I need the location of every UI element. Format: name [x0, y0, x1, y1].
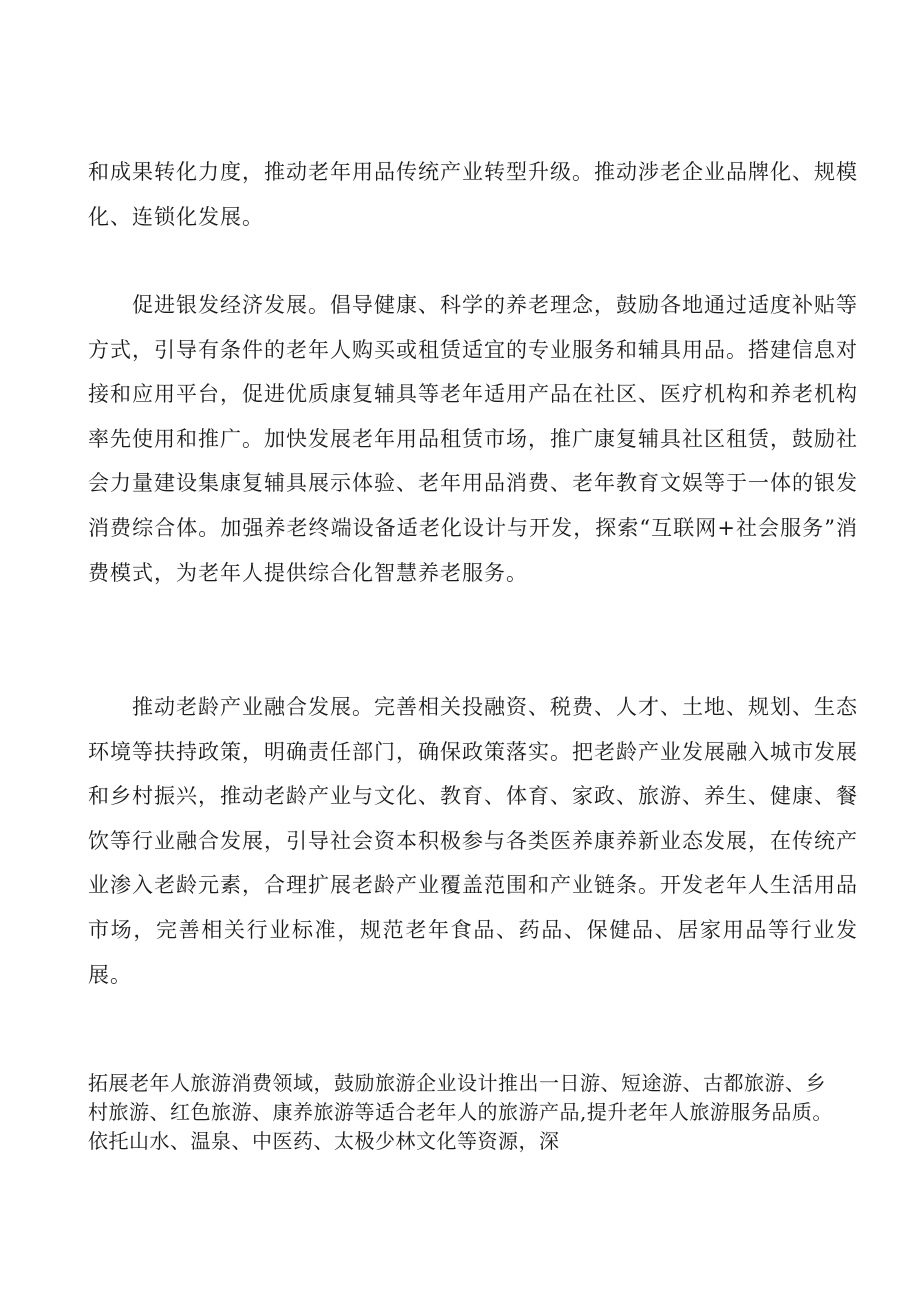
paragraph-product-transformation: 和成果转化力度，推动老年用品传统产业转型升级。推动涉老企业品牌化、规模化、连锁化发展。 — [88, 160, 858, 229]
paragraph-industry-integration: 推动老龄产业融合发展。完善相关投融资、税费、人才、土地、规划、生态环境等扶持政策，明确责任部门，确保政策落实。把老龄产业发展融入城市发展和乡村振兴，推动老龄产业与文化、教育、体育、家政、旅游、养生、健康、餐饮等行业融合发展，引导社会资本积极参与各类医养康养新业态发展，在传统产业渗入老龄元素，合理扩展老龄产业覆盖范围和产业链条。开发老年人生活用品市场，完善相关行业标准，规范老年食品、药品、保健品、居家用品等行业发展。 — [88, 695, 858, 987]
paragraph-silver-economy: 促进银发经济发展。倡导健康、科学的养老理念，鼓励各地通过适度补贴等方式，引导有条件的老年人购买或租赁适宜的专业服务和辅具用品。搭建信息对接和应用平台，促进优质康复辅具等老年适用产品在社区、医疗机构和养老机构率先使用和推广。加快发展老年用品租赁市场，推广康复辅具社区租赁，鼓励社会力量建设集康复辅具展示体验、老年用品消费、老年教育文娱等于一体的银发消费综合体。加强养老终端设备适老化设计与开发，探索“互联网+社会服务”消费模式，为老年人提供综合化智慧养老服务。 — [88, 293, 858, 585]
paragraph-elderly-tourism: 拓展老年人旅游消费领域，鼓励旅游企业设计推出一日游、短途游、古都旅游、乡村旅游、红色旅游、康养旅游等适合老年人的旅游产品,提升老年人旅游服务品质。依托山水、温泉、中医药、太极少林文化等资源，深 — [88, 1071, 833, 1153]
